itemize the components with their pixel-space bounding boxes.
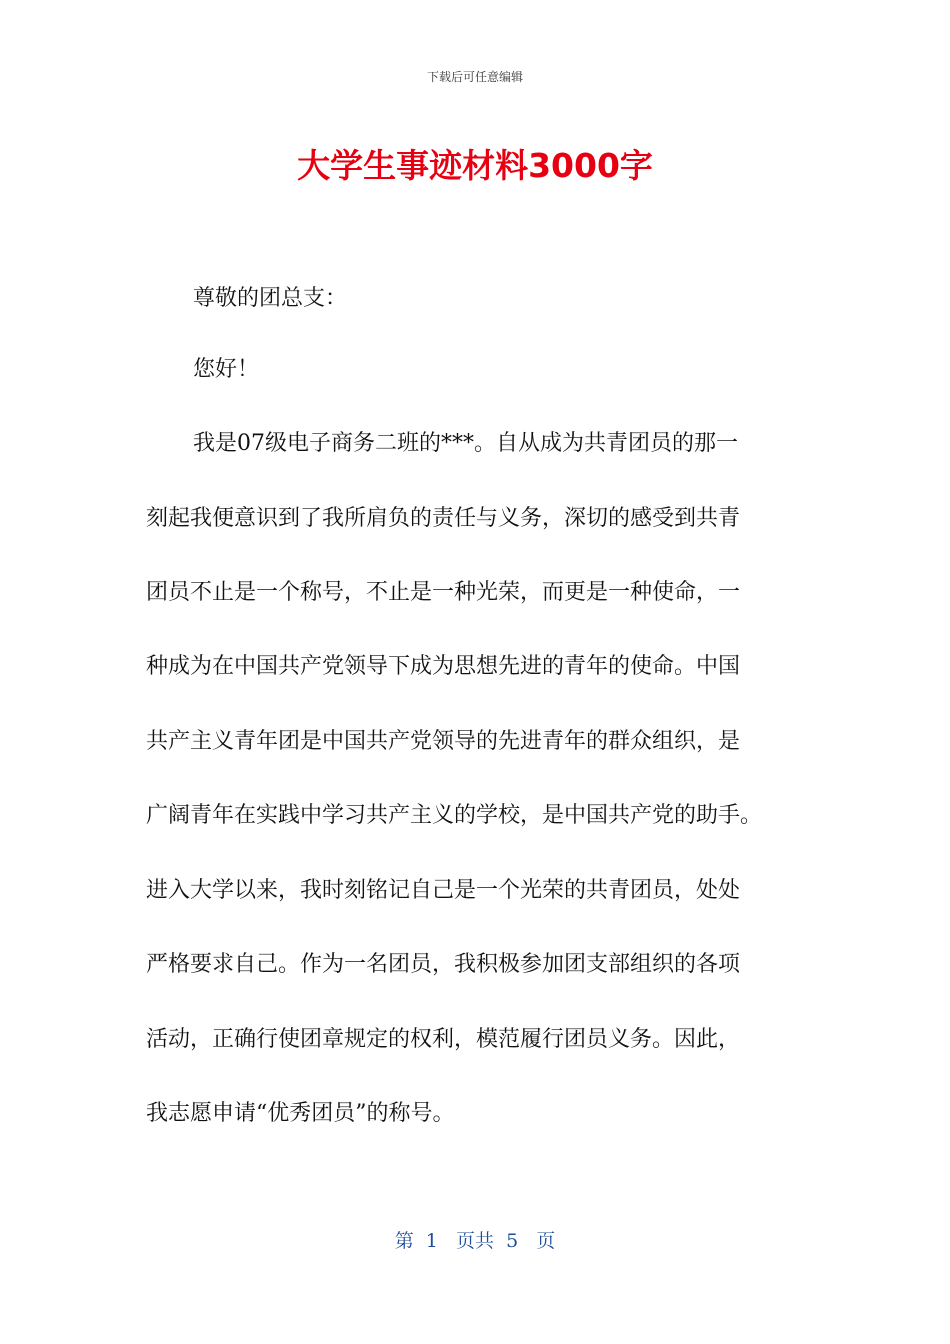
greeting: 您好！ [193, 357, 260, 382]
page-number-footer: 第 1 页共 5 页 [394, 1230, 556, 1252]
body-line: 活动，正确行使团章规定的权利，模范履行团员义务。因此， [146, 1027, 741, 1052]
document-title: 大学生事迹材料3000字 [297, 146, 653, 185]
body-line: 种成为在中国共产党领导下成为思想先进的青年的使命。中国 [146, 654, 741, 679]
salutation: 尊敬的团总支： [193, 286, 348, 311]
body-line: 我志愿申请“优秀团员”的称号。 [146, 1101, 455, 1126]
body-line: 进入大学以来，我时刻铭记自己是一个光荣的共青团员，处处 [146, 878, 741, 903]
body-line: 刻起我便意识到了我所肩负的责任与义务，深切的感受到共青 [146, 506, 741, 531]
body-line: 严格要求自己。作为一名团员，我积极参加团支部组织的各项 [146, 952, 741, 977]
body-line: 广阔青年在实践中学习共产主义的学校，是中国共产党的助手。 [146, 803, 763, 828]
body-line: 我是07级电子商务二班的***。自从成为共青团员的那一 [193, 431, 738, 456]
body-line: 团员不止是一个称号，不止是一种光荣，而更是一种使命，一 [146, 580, 741, 605]
header-note: 下载后可任意编辑 [426, 70, 523, 84]
body-line: 共产主义青年团是中国共产党领导的先进青年的群众组织，是 [146, 729, 741, 754]
